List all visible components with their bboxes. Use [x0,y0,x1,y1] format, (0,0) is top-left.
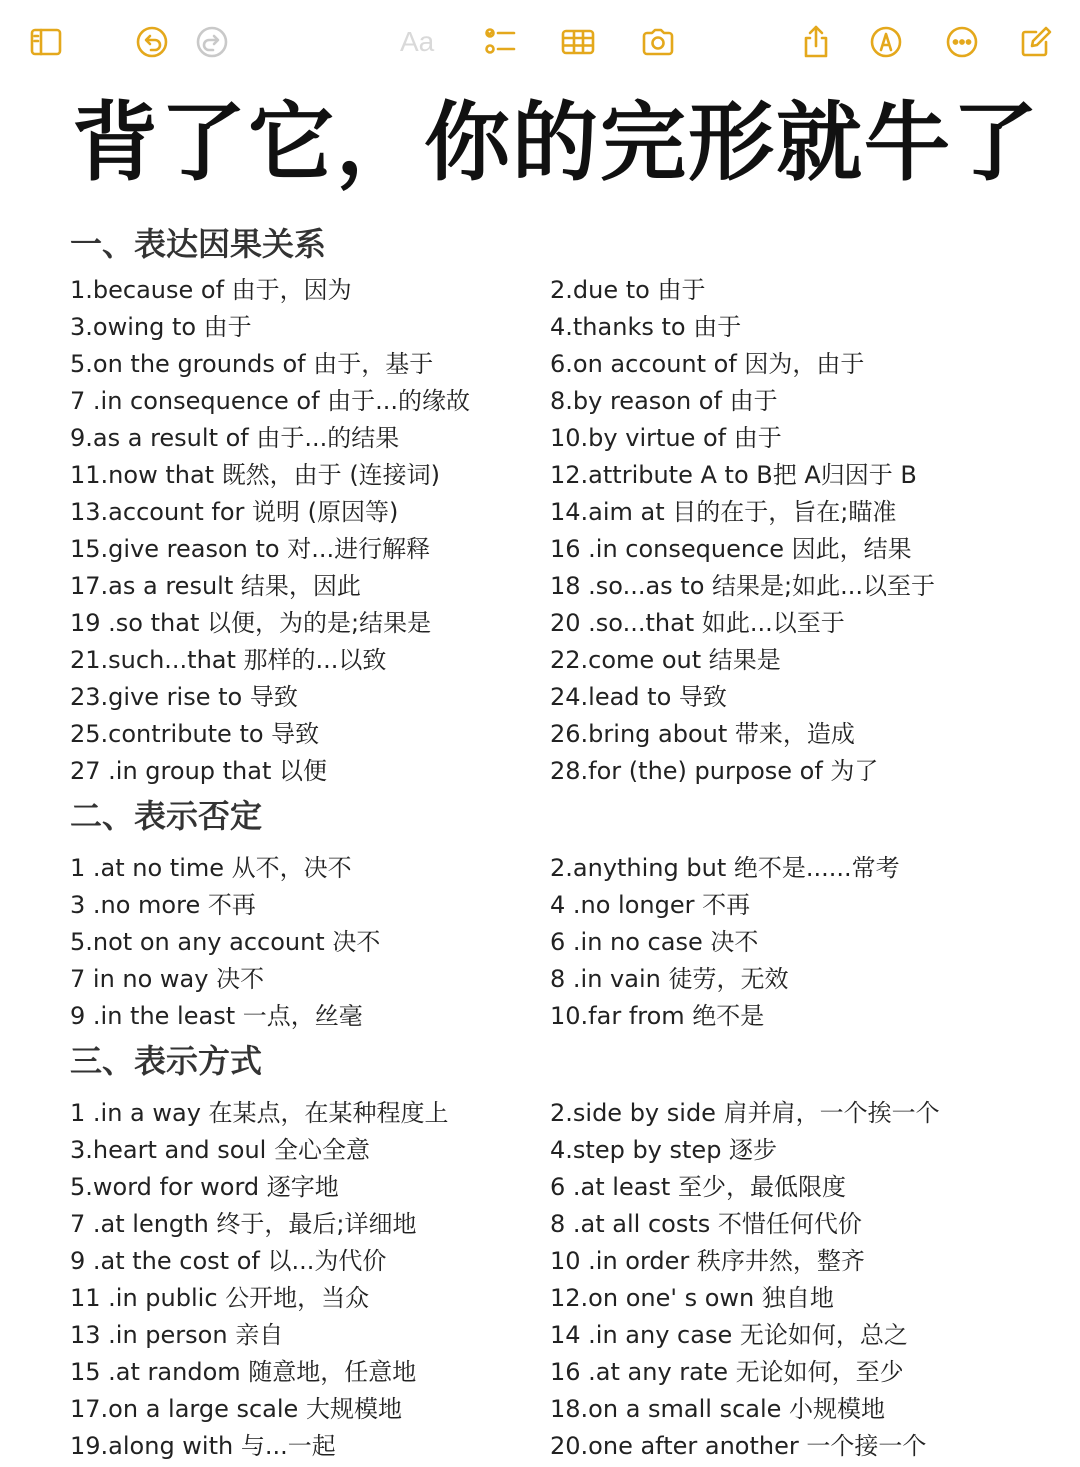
section-heading: 二、表示否定 [70,797,263,835]
section-heading: 三、表示方式 [70,1042,263,1080]
list-item: 17.on a large scale 大规模地 [70,1395,402,1423]
note-body[interactable] [70,220,1050,1467]
list-item: 14 .in any case 无论如何，总之 [550,1321,908,1349]
list-item: 10.far from 绝不是 [550,1002,765,1030]
redo-icon[interactable] [192,22,232,62]
list-item: 17.as a result 结果，因此 [70,572,361,600]
share-icon[interactable] [796,22,836,62]
list-item: 23.give rise to 导致 [70,683,298,711]
list-item: 3 .no more 不再 [70,891,256,919]
list-item: 20 .so...that 如此...以至于 [550,609,845,637]
table-icon[interactable] [558,22,598,62]
list-item: 13.account for 说明 (原因等) [70,498,399,526]
checklist-icon[interactable] [480,22,520,62]
list-item: 27 .in group that 以便 [70,757,328,785]
markup-icon[interactable] [866,22,906,62]
list-item: 14.aim at 目的在于，旨在;瞄准 [550,498,897,526]
list-item: 8 .at all costs 不惜任何代价 [550,1210,862,1238]
list-item: 6.on account of 因为，由于 [550,350,865,378]
list-item: 18.on a small scale 小规模地 [550,1395,886,1423]
list-item: 21.such...that 那样的...以致 [70,646,387,674]
list-item: 16 .in consequence 因此，结果 [550,535,912,563]
list-item: 9.as a result of 由于...的结果 [70,424,400,452]
list-item: 11 .in public 公开地，当众 [70,1284,370,1312]
list-item: 16 .at any rate 无论如何，至少 [550,1358,904,1386]
list-item: 10 .in order 秩序井然，整齐 [550,1247,865,1275]
sidebar-icon[interactable] [26,22,66,62]
more-icon[interactable] [942,22,982,62]
list-item: 2.side by side 肩并肩，一个挨一个 [550,1099,940,1127]
list-item: 4.step by step 逐步 [550,1136,778,1164]
section-list [70,850,1050,1035]
list-item: 2.anything but 绝不是......常考 [550,854,900,882]
list-item: 19.along with 与...一起 [70,1432,336,1460]
list-item: 6 .at least 至少，最低限度 [550,1173,846,1201]
list-item: 1 .at no time 从不，决不 [70,854,352,882]
format-text-button[interactable]: Aa [400,26,435,57]
list-item: 12.on one' s own 独自地 [550,1284,834,1312]
list-item: 4.thanks to 由于 [550,313,742,341]
list-item: 12.attribute A to B把 A归因于 B [550,461,917,489]
list-item: 11.now that 既然，由于 (连接词) [70,461,441,489]
list-item: 1 .in a way 在某点，在某种程度上 [70,1099,449,1127]
list-item: 1.because of 由于，因为 [70,276,352,304]
list-item: 9 .in the least 一点，丝毫 [70,1002,363,1030]
list-item: 9 .at the cost of 以...为代价 [70,1247,387,1275]
list-item: 18 .so...as to 结果是;如此...以至于 [550,572,935,600]
list-item: 15 .at random 随意地，任意地 [70,1358,417,1386]
list-item: 8 .in vain 徒劳，无效 [550,965,789,993]
list-item: 24.lead to 导致 [550,683,727,711]
list-item: 28.for (the) purpose of 为了 [550,757,879,785]
note-title: 背了它，你的完形就牛了 [72,93,1040,193]
list-item: 26.bring about 带来，造成 [550,720,855,748]
list-item: 19 .so that 以便，为的是;结果是 [70,609,432,637]
list-item: 22.come out 结果是 [550,646,781,674]
list-item: 7 .at length 终于，最后;详细地 [70,1210,417,1238]
toolbar [0,0,1080,80]
section-list [70,1095,1050,1465]
list-item: 13 .in person 亲自 [70,1321,284,1349]
list-item: 3.owing to 由于 [70,313,252,341]
list-item: 7 in no way 决不 [70,965,265,993]
list-item: 5.word for word 逐字地 [70,1173,339,1201]
list-item: 5.on the grounds of 由于，基于 [70,350,434,378]
list-item: 15.give reason to 对...进行解释 [70,535,431,563]
list-item: 20.one after another 一个接一个 [550,1432,927,1460]
section-heading: 一、表达因果关系 [70,225,327,263]
list-item: 25.contribute to 导致 [70,720,320,748]
list-item: 6 .in no case 决不 [550,928,759,956]
section-list [70,272,1050,790]
list-item: 10.by virtue of 由于 [550,424,782,452]
list-item: 7 .in consequence of 由于...的缘故 [70,387,471,415]
undo-icon[interactable] [132,22,172,62]
compose-icon[interactable] [1016,22,1056,62]
list-item: 3.heart and soul 全心全意 [70,1136,370,1164]
camera-icon[interactable] [638,22,678,62]
list-item: 8.by reason of 由于 [550,387,778,415]
list-item: 2.due to 由于 [550,276,706,304]
list-item: 5.not on any account 决不 [70,928,381,956]
list-item: 4 .no longer 不再 [550,891,751,919]
